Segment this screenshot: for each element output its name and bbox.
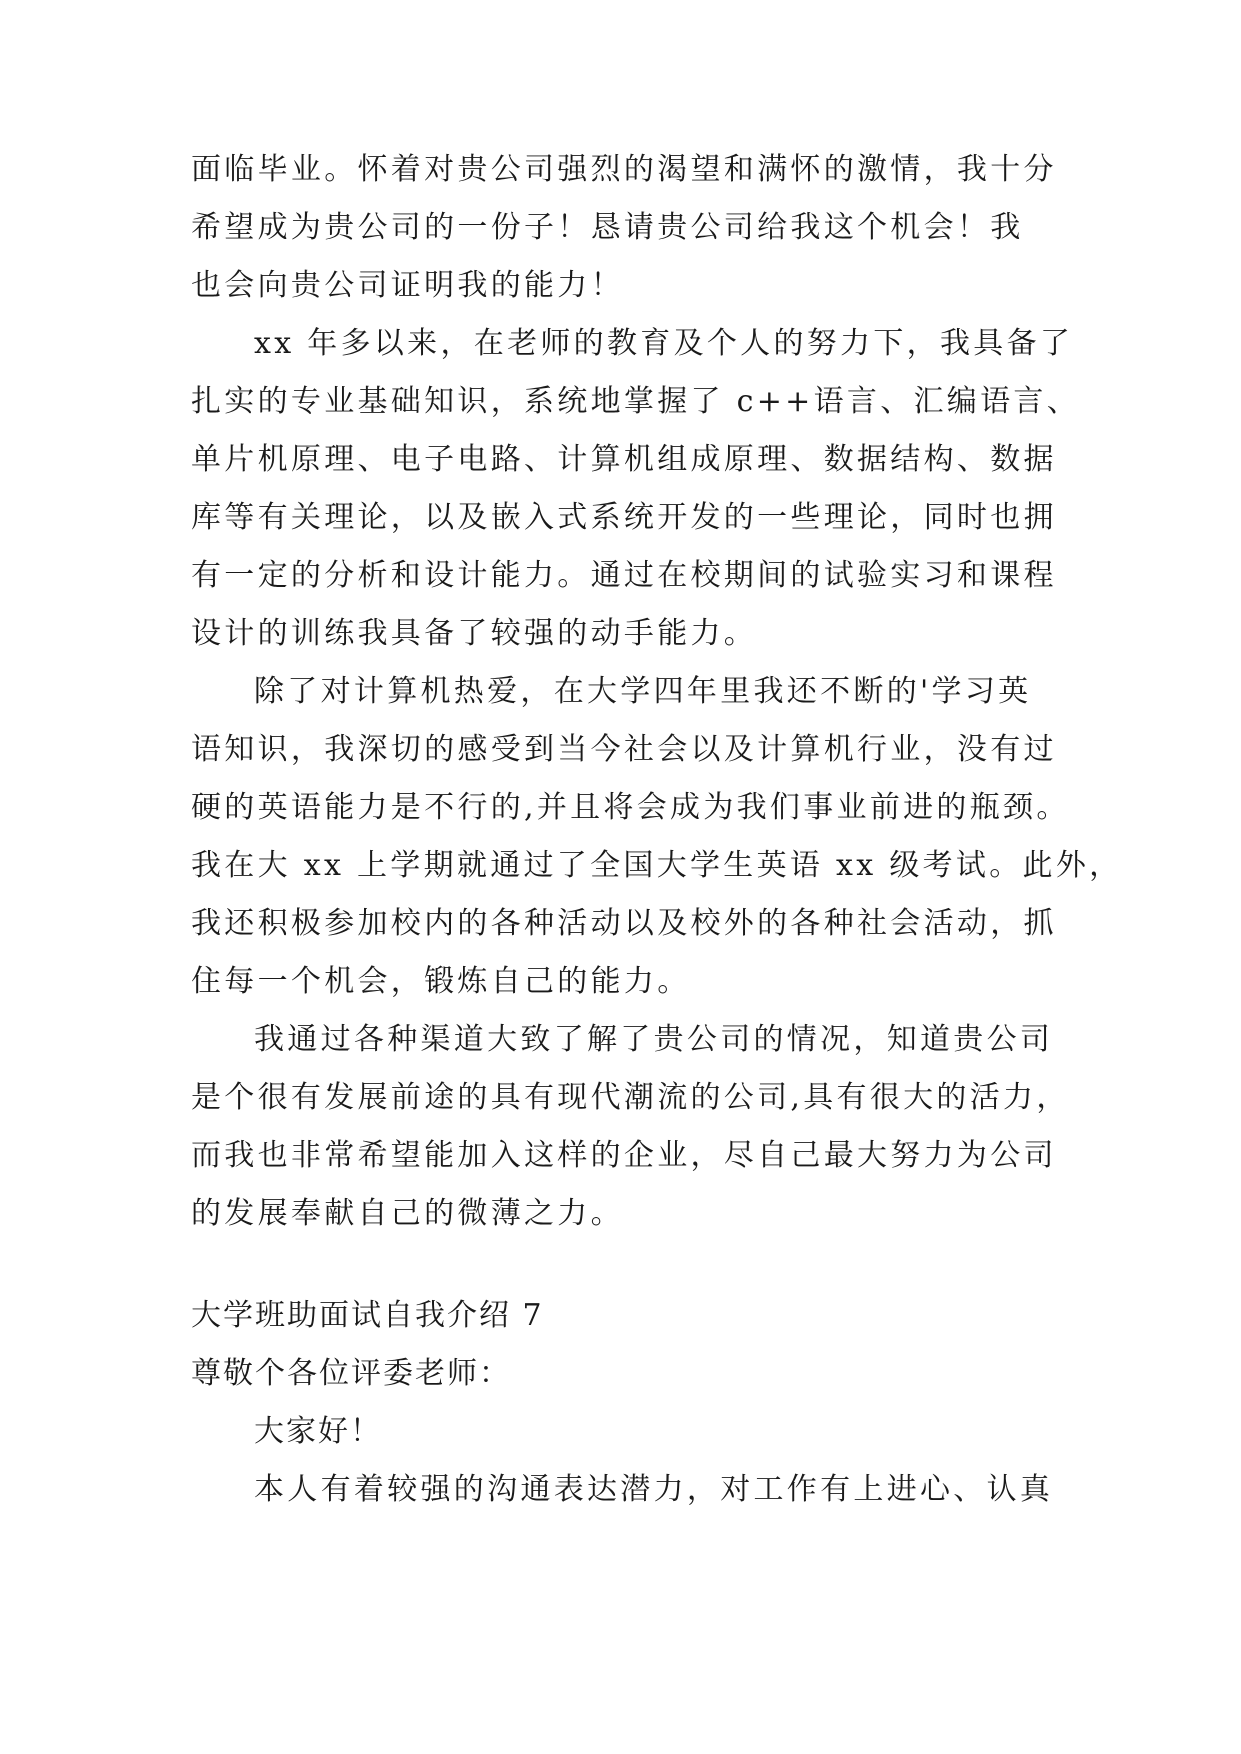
text-line: 本人有着较强的沟通表达潜力，对工作有上进心、认真 <box>254 1472 1054 1507</box>
text-line: 硬的英语能力是不行的,并且将会成为我们事业前进的瓶颈。 <box>191 790 1070 825</box>
salutation: 尊敬个各位评委老师： <box>191 1356 511 1391</box>
text-line: 设计的训练我具备了较强的动手能力。 <box>191 616 758 651</box>
text-line: 扎实的专业基础知识，系统地掌握了 c++语言、汇编语言、 <box>191 384 1081 419</box>
greeting: 大家好！ <box>254 1414 382 1449</box>
text-line: 有一定的分析和设计能力。通过在校期间的试验实习和课程 <box>191 558 1057 593</box>
text-line: 我还积极参加校内的各种活动以及校外的各种社会活动，抓 <box>191 906 1057 941</box>
text-line: 的发展奉献自己的微薄之力。 <box>191 1196 624 1231</box>
text-line: 单片机原理、电子电路、计算机组成原理、数据结构、数据 <box>191 442 1057 477</box>
text-line: 希望成为贵公司的一份子！恳请贵公司给我这个机会！我 <box>191 210 1024 245</box>
text-line: 是个很有发展前途的具有现代潮流的公司,具有很大的活力， <box>191 1080 1070 1115</box>
text-line: 住每一个机会，锻炼自己的能力。 <box>191 964 691 999</box>
text-line: 也会向贵公司证明我的能力！ <box>191 268 624 303</box>
section-title: 大学班助面试自我介绍 7 <box>191 1298 544 1333</box>
text-line: 除了对计算机热爱，在大学四年里我还不断的'学习英 <box>254 674 1032 709</box>
text-line: 语知识，我深切的感受到当今社会以及计算机行业，没有过 <box>191 732 1057 767</box>
text-line: xx 年多以来，在老师的教育及个人的努力下，我具备了 <box>254 326 1074 361</box>
text-line: 库等有关理论，以及嵌入式系统开发的一些理论，同时也拥 <box>191 500 1057 535</box>
text-line: 我在大 xx 上学期就通过了全国大学生英语 xx 级考试。此外， <box>191 848 1123 883</box>
text-line: 我通过各种渠道大致了解了贵公司的情况，知道贵公司 <box>254 1022 1054 1057</box>
text-line: 而我也非常希望能加入这样的企业，尽自己最大努力为公司 <box>191 1138 1057 1173</box>
text-line: 面临毕业。怀着对贵公司强烈的渴望和满怀的激情，我十分 <box>191 152 1057 187</box>
